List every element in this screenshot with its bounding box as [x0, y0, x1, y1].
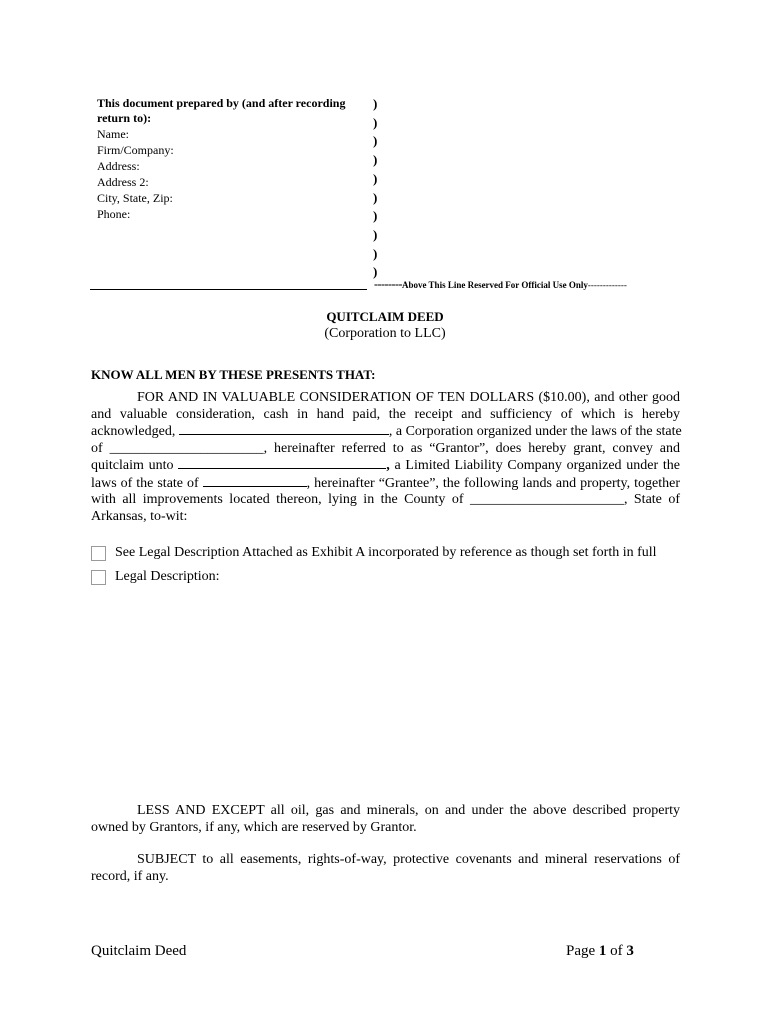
prepared-field-address2: Address 2:: [97, 175, 149, 189]
prepared-by-block: [97, 96, 367, 222]
quitclaim-label: quitclaim unto: [91, 458, 179, 473]
prepared-field-name: Name:: [97, 127, 129, 141]
footer-page-number: [566, 943, 634, 960]
para-line-2: and valuable consideration, cash in hand paid, the receipt and sufficiency of which is hereby: [91, 406, 680, 422]
page-label: Page: [566, 943, 599, 959]
page-total: 3: [626, 943, 634, 959]
legal-description-checkbox[interactable]: [91, 570, 106, 585]
know-all-men-heading: KNOW ALL MEN BY THESE PRESENTS THAT:: [91, 367, 376, 382]
prepared-field-address: Address:: [97, 159, 140, 173]
of-label: of: [606, 943, 627, 959]
para-line-4: of ______________________, hereinafter referred to as “Grantor”, does hereby grant, convey and: [91, 440, 680, 456]
para-line-3: [91, 423, 680, 441]
para-line-6: [91, 475, 680, 493]
grantor-name-blank[interactable]: [179, 423, 389, 435]
exhibit-a-checkbox[interactable]: [91, 546, 106, 561]
document-title: QUITCLAIM DEED: [326, 309, 444, 324]
recording-separator-line: [90, 289, 367, 290]
reserved-text: Above This Line Reserved For Official Use Only: [401, 280, 588, 290]
para-line-1: FOR AND IN VALUABLE CONSIDERATION OF TEN DOLLARS ($10.00), and other good: [137, 390, 680, 405]
grantee-comma: ,: [386, 458, 390, 473]
less-and-except-paragraph: LESS AND EXCEPT all oil, gas and minerals, on and under the above described property owned by Grantors, if any, which are reserved by Grantor.: [91, 803, 680, 835]
corporation-clause: , a Corporation organized under the laws of the state: [388, 424, 682, 439]
exhibit-a-label: See Legal Description Attached as Exhibit A incorporated by reference as though set forth in full: [115, 545, 657, 560]
para-line-5: [91, 457, 680, 475]
prepared-field-city-state-zip: City, State, Zip:: [97, 191, 173, 205]
prepared-by-heading: This document prepared by (and after recording return to):: [97, 96, 346, 125]
para-line-8: Arkansas, to-wit:: [91, 508, 188, 524]
footer-title: Quitclaim Deed: [91, 943, 187, 959]
exhibit-a-option[interactable]: [91, 545, 657, 562]
laws-of-state-label: laws of the state of: [91, 475, 203, 491]
subject-to-paragraph: SUBJECT to all easements, rights-of-way, protective covenants and mineral reservations of record, if any.: [91, 852, 680, 884]
para-line-7: with all improvements located thereon, lying in the County of ______________________, State of: [91, 492, 680, 507]
legal-description-label: Legal Description:: [115, 569, 220, 584]
reserved-dashes-left: --------: [374, 277, 402, 291]
prepared-field-firm: Firm/Company:: [97, 143, 174, 157]
grantee-name-blank[interactable]: [178, 457, 386, 469]
prepared-field-phone: Phone:: [97, 207, 131, 221]
page-current: 1: [598, 943, 607, 959]
grantee-clause: , hereinafter “Grantee”, the following lands and property, together: [306, 475, 680, 491]
legal-description-option[interactable]: [91, 569, 220, 586]
llc-clause: a Limited Liability Company organized under the: [389, 458, 680, 473]
grantee-state-blank[interactable]: [203, 475, 307, 487]
bracket-column: ) ) ) ) ) ) ) ) ) ): [373, 96, 378, 280]
reserved-dashes-right: -------------: [587, 280, 627, 290]
consideration-paragraph: [91, 390, 680, 525]
official-use-notice: [374, 276, 627, 294]
document-subtitle: (Corporation to LLC): [324, 326, 446, 341]
acknowledged-label: acknowledged,: [91, 424, 179, 439]
